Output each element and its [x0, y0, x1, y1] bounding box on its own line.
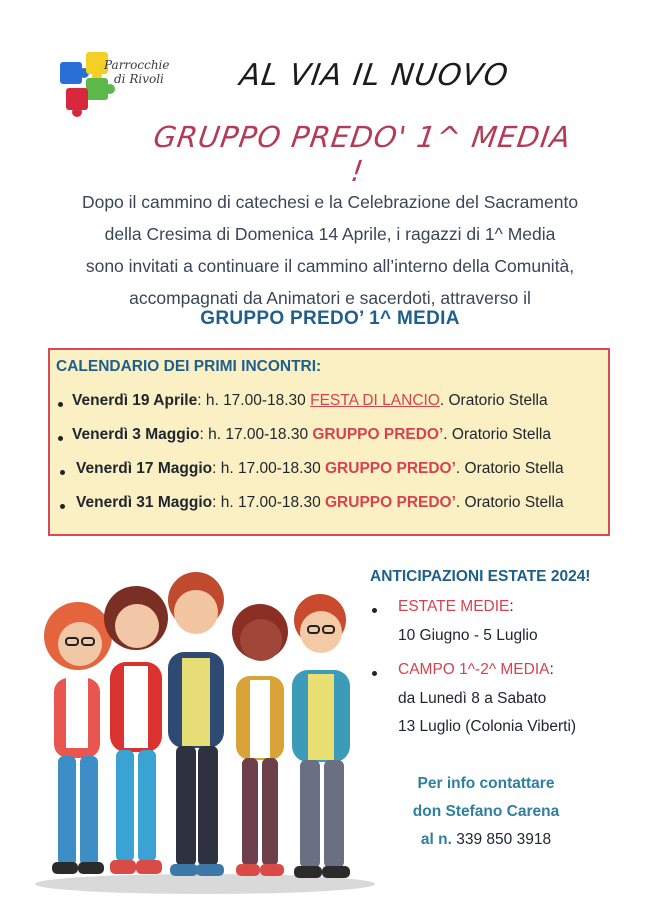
calendar-event: GRUPPO PREDO’: [312, 426, 444, 443]
contact-phone: 339 850 3918: [456, 831, 552, 848]
contact-prefix: al n.: [420, 831, 457, 848]
teen-girl-glasses: [44, 602, 112, 874]
summer-item-dates: da Lunedì 8 a Sabato: [398, 690, 547, 707]
calendar-row: [72, 392, 548, 410]
calendar-date: Venerdì 19 Aprile: [72, 392, 198, 409]
calendar-time: : h. 17.00-18.30: [212, 494, 325, 511]
calendar-event: GRUPPO PREDO’: [325, 494, 456, 511]
teen-boy-glasses: [292, 594, 350, 878]
calendar-row: [76, 460, 564, 478]
intro-line: sono invitati a continuare il cammino all’interno della Comunità,: [85, 256, 575, 276]
bullet-icon: [58, 402, 63, 407]
summer-item-label: [398, 661, 554, 679]
teen-boy-center: [168, 572, 224, 876]
bullet-icon: [372, 608, 377, 613]
calendar-event: FESTA DI LANCIO: [310, 392, 440, 409]
summer-item-title: ESTATE MEDIE: [398, 598, 510, 615]
calendar-row: [76, 494, 564, 512]
summer-item-suffix: :: [549, 661, 554, 678]
contact-line: Per info contattare: [417, 775, 555, 792]
bullet-icon: [60, 470, 65, 475]
summer-item-dates: 10 Giugno - 5 Luglio: [398, 627, 538, 644]
page-subtitle: GRUPPO PREDO' 1^ MEDIA !: [151, 120, 574, 188]
calendar-date: Venerdì 17 Maggio: [76, 460, 213, 477]
calendar-title: CALENDARIO DEI PRIMI INCONTRI:: [56, 358, 322, 375]
teenagers-illustration: [30, 566, 380, 896]
calendar-event: GRUPPO PREDO’: [325, 460, 456, 477]
contact-name: don Stefano Carena: [412, 803, 560, 820]
calendar-date: Venerdì 3 Maggio: [72, 426, 200, 443]
bullet-icon: [372, 671, 377, 676]
calendar-time: : h. 17.00-18.30: [199, 426, 313, 443]
summer-item-label: [398, 598, 514, 616]
calendar-time: : h. 17.00-18.30: [197, 392, 311, 409]
bullet-icon: [58, 436, 63, 441]
intro-line: della Cresima di Domenica 14 Aprile, i ragazzi di 1^ Media: [104, 224, 556, 244]
summer-title: ANTICIPAZIONI ESTATE 2024!: [370, 568, 591, 585]
summer-item-title: CAMPO 1^-2^ MEDIA: [398, 661, 550, 678]
calendar-row: [72, 426, 551, 444]
teen-boy-dark: [232, 604, 288, 876]
calendar-date: Venerdì 31 Maggio: [76, 494, 213, 511]
logo-text: [104, 58, 184, 86]
calendar-place: . Oratorio Stella: [443, 426, 551, 443]
intro-text: [40, 186, 620, 314]
intro-line: Dopo il cammino di catechesi e la Celebrazione del Sacramento: [81, 192, 579, 212]
bullet-icon: [60, 504, 65, 509]
teen-girl-brunette: [104, 586, 168, 874]
logo-line1: Parrocchie: [104, 58, 170, 72]
calendar-place: . Oratorio Stella: [455, 494, 564, 511]
calendar-place: . Oratorio Stella: [439, 392, 548, 409]
logo-line2: di Rivoli: [114, 72, 164, 86]
summer-item-suffix: :: [509, 598, 514, 615]
contact-phone-line: [376, 831, 596, 849]
calendar-place: . Oratorio Stella: [455, 460, 564, 477]
calendar-time: : h. 17.00-18.30: [212, 460, 325, 477]
summer-item-dates: 13 Luglio (Colonia Viberti): [398, 718, 577, 735]
intro-line: accompagnati da Animatori e sacerdoti, attraverso il: [129, 288, 531, 308]
page-title: AL VIA IL NUOVO: [237, 58, 511, 93]
group-name: GRUPPO PREDO’ 1^ MEDIA: [200, 308, 460, 329]
